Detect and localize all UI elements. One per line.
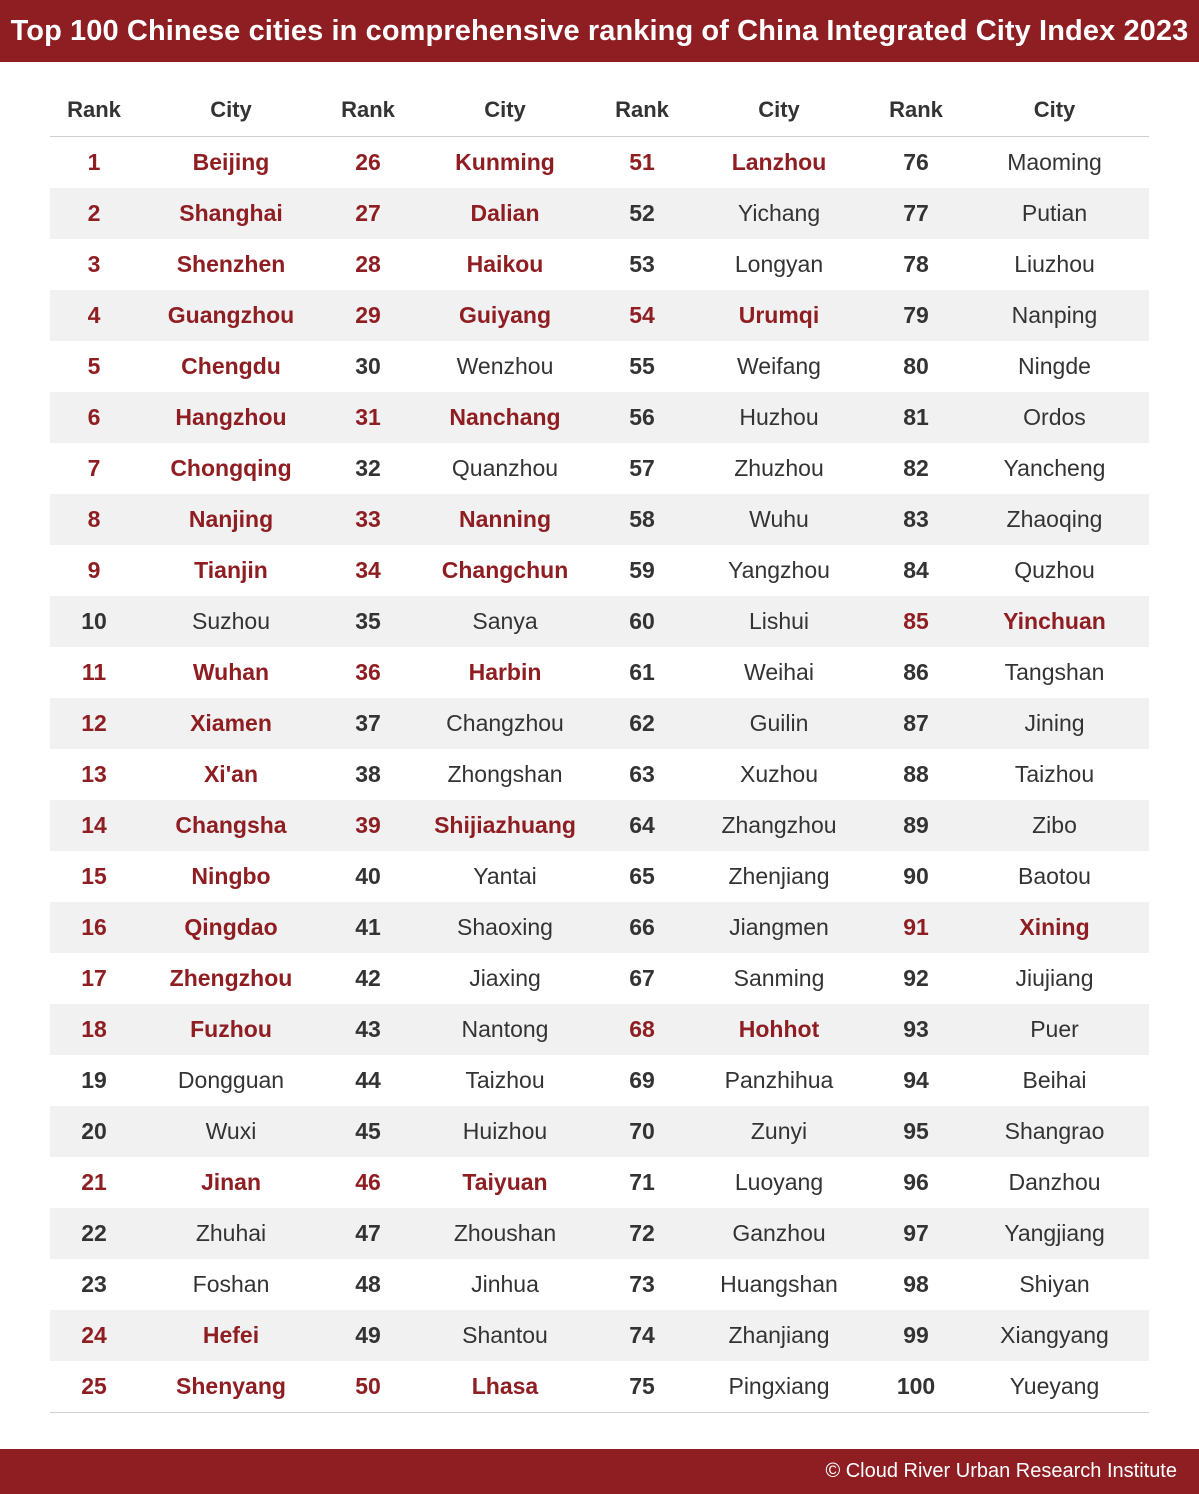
rank-cell: 66 (629, 914, 655, 940)
city-cell: Jining (1024, 710, 1085, 736)
rank-cell: 31 (355, 404, 381, 430)
rank-cell: 58 (629, 506, 655, 532)
page-title: Top 100 Chinese cities in comprehensive ranking of China Integrated City Index 2023 (0, 0, 1199, 62)
rank-cell: 53 (629, 251, 655, 277)
rank-cell: 74 (629, 1322, 655, 1348)
header-rank: Rank (341, 97, 395, 122)
rank-cell: 39 (355, 812, 381, 838)
city-cell: Jiujiang (1015, 965, 1094, 991)
city-cell: Liuzhou (1014, 251, 1095, 277)
city-cell: Wenzhou (456, 353, 554, 379)
rank-cell: 25 (81, 1373, 107, 1399)
rank-cell: 59 (629, 557, 655, 583)
city-cell: Zhaoqing (1006, 506, 1103, 532)
table-row (50, 596, 1149, 647)
rank-cell: 27 (355, 200, 381, 226)
city-cell: Shenzhen (176, 251, 286, 277)
city-cell: Danzhou (1008, 1169, 1101, 1195)
table-row (50, 1157, 1149, 1208)
city-cell: Maoming (1007, 149, 1102, 175)
city-cell: Jinan (200, 1169, 262, 1195)
city-cell: Zhangzhou (721, 812, 837, 838)
rank-cell: 65 (629, 863, 655, 889)
rank-cell: 84 (903, 557, 929, 583)
table-row (50, 137, 1149, 188)
rank-cell: 32 (355, 455, 381, 481)
city-cell: Jinhua (471, 1271, 539, 1297)
city-cell: Zibo (1032, 812, 1077, 838)
rank-cell: 21 (81, 1169, 107, 1195)
rank-cell: 44 (355, 1067, 381, 1093)
footer-credit: © Cloud River Urban Research Institute (0, 1449, 1199, 1494)
rank-cell: 8 (87, 506, 101, 532)
rank-cell: 95 (903, 1118, 929, 1144)
city-cell: Changsha (175, 812, 287, 838)
rank-cell: 45 (355, 1118, 381, 1144)
city-cell: Haikou (466, 251, 544, 277)
city-cell: Nanchang (449, 404, 561, 430)
city-cell: Zhuhai (195, 1220, 267, 1246)
rank-cell: 22 (81, 1220, 107, 1246)
rank-cell: 89 (903, 812, 929, 838)
rank-cell: 77 (903, 200, 929, 226)
ranking-table (50, 84, 1149, 1413)
rank-cell: 60 (629, 608, 655, 634)
city-cell: Beihai (1022, 1067, 1087, 1093)
city-cell: Ningde (1018, 353, 1091, 379)
header-city: City (758, 97, 800, 122)
rank-cell: 85 (903, 608, 929, 634)
city-cell: Qingdao (184, 914, 278, 940)
table-row (50, 341, 1149, 392)
city-cell: Ganzhou (732, 1220, 826, 1246)
city-cell: Hefei (202, 1322, 260, 1348)
city-cell: Wuxi (205, 1118, 257, 1144)
rank-cell: 16 (81, 914, 107, 940)
rank-cell: 54 (629, 302, 655, 328)
table-row (50, 290, 1149, 341)
city-cell: Urumqi (738, 302, 820, 328)
city-cell: Zhenjiang (728, 863, 830, 889)
city-cell: Shantou (462, 1322, 548, 1348)
city-cell: Putian (1021, 200, 1088, 226)
city-cell: Dongguan (177, 1067, 285, 1093)
city-cell: Shanghai (179, 200, 283, 226)
rank-cell: 3 (87, 251, 101, 277)
city-cell: Shaoxing (457, 914, 553, 940)
rank-cell: 98 (903, 1271, 929, 1297)
rank-cell: 71 (629, 1169, 655, 1195)
city-cell: Sanya (472, 608, 538, 634)
city-cell: Fuzhou (190, 1016, 272, 1042)
city-cell: Changzhou (446, 710, 564, 736)
header-city: City (210, 97, 252, 122)
city-cell: Yueyang (1009, 1373, 1100, 1399)
rank-cell: 51 (629, 149, 655, 175)
city-cell: Taizhou (465, 1067, 545, 1093)
rank-cell: 38 (355, 761, 381, 787)
city-cell: Shiyan (1019, 1271, 1090, 1297)
city-cell: Nanjing (188, 506, 274, 532)
rank-cell: 28 (355, 251, 381, 277)
city-cell: Pingxiang (728, 1373, 830, 1399)
city-cell: Foshan (192, 1271, 270, 1297)
rank-cell: 42 (355, 965, 381, 991)
table-body (50, 137, 1149, 1412)
table-row (50, 239, 1149, 290)
table-row (50, 1310, 1149, 1361)
table-row (50, 1004, 1149, 1055)
city-cell: Changchun (441, 557, 569, 583)
city-cell: Dalian (470, 200, 540, 226)
rank-cell: 15 (81, 863, 107, 889)
rank-cell: 87 (903, 710, 929, 736)
rank-cell: 91 (903, 914, 929, 940)
city-cell: Zhuzhou (734, 455, 824, 481)
city-cell: Chongqing (170, 455, 292, 481)
rank-cell: 29 (355, 302, 381, 328)
rank-cell: 88 (903, 761, 929, 787)
rank-cell: 97 (903, 1220, 929, 1246)
rank-cell: 61 (629, 659, 655, 685)
rank-cell: 10 (81, 608, 107, 634)
city-cell: Huangshan (720, 1271, 838, 1297)
city-cell: Beijing (192, 149, 270, 175)
city-cell: Xining (1019, 914, 1090, 940)
rank-cell: 24 (81, 1322, 107, 1348)
city-cell: Quzhou (1014, 557, 1095, 583)
rank-cell: 83 (903, 506, 929, 532)
rank-cell: 99 (903, 1322, 929, 1348)
table-row (50, 1259, 1149, 1310)
table-row (50, 392, 1149, 443)
rank-cell: 48 (355, 1271, 381, 1297)
rank-cell: 75 (629, 1373, 655, 1399)
city-cell: Nantong (461, 1016, 549, 1042)
rank-cell: 81 (903, 404, 929, 430)
rank-cell: 92 (903, 965, 929, 991)
city-cell: Guiyang (458, 302, 551, 328)
table-row (50, 953, 1149, 1004)
city-cell: Luoyang (734, 1169, 824, 1195)
city-cell: Zhengzhou (169, 965, 293, 991)
table-row (50, 545, 1149, 596)
rank-cell: 40 (355, 863, 381, 889)
city-cell: Xiangyang (1000, 1322, 1109, 1348)
table-row (50, 1106, 1149, 1157)
rank-cell: 13 (81, 761, 107, 787)
rank-cell: 33 (355, 506, 381, 532)
rank-cell: 57 (629, 455, 655, 481)
city-cell: Tianjin (194, 557, 268, 583)
table-row (50, 800, 1149, 851)
rank-cell: 46 (355, 1169, 381, 1195)
rank-cell: 30 (355, 353, 381, 379)
city-cell: Zhongshan (447, 761, 563, 787)
city-cell: Shijiazhuang (434, 812, 576, 838)
city-cell: Jiangmen (729, 914, 829, 940)
city-cell: Yangzhou (728, 557, 830, 583)
table-row (50, 698, 1149, 749)
rank-cell: 56 (629, 404, 655, 430)
table-row (50, 851, 1149, 902)
rank-cell: 93 (903, 1016, 929, 1042)
city-cell: Ordos (1023, 404, 1086, 430)
rank-cell: 62 (629, 710, 655, 736)
city-cell: Xi'an (203, 761, 259, 787)
rank-cell: 41 (355, 914, 381, 940)
rank-cell: 11 (81, 659, 107, 685)
city-cell: Yichang (737, 200, 821, 226)
table-row (50, 647, 1149, 698)
rank-cell: 90 (903, 863, 929, 889)
rank-cell: 34 (355, 557, 381, 583)
city-cell: Lishui (748, 608, 810, 634)
table-row (50, 494, 1149, 545)
city-cell: Shangrao (1004, 1118, 1105, 1144)
city-cell: Xuzhou (739, 761, 818, 787)
table-row (50, 902, 1149, 953)
city-cell: Quanzhou (451, 455, 559, 481)
rank-cell: 86 (903, 659, 929, 685)
rank-cell: 49 (355, 1322, 381, 1348)
city-cell: Sanming (733, 965, 825, 991)
table-header (50, 84, 1149, 137)
rank-cell: 4 (87, 302, 101, 328)
rank-cell: 72 (629, 1220, 655, 1246)
city-cell: Ningbo (191, 863, 271, 889)
city-cell: Yantai (473, 863, 537, 889)
city-cell: Nanning (459, 506, 551, 532)
city-cell: Shenyang (176, 1373, 286, 1399)
header-city: City (1033, 97, 1076, 122)
city-cell: Guangzhou (167, 302, 295, 328)
rank-cell: 79 (903, 302, 929, 328)
city-cell: Tangshan (1004, 659, 1105, 685)
city-cell: Yancheng (1003, 455, 1106, 481)
rank-cell: 6 (87, 404, 101, 430)
rank-cell: 76 (903, 149, 929, 175)
city-cell: Huizhou (462, 1118, 548, 1144)
city-cell: Longyan (734, 251, 824, 277)
rank-cell: 52 (629, 200, 655, 226)
rank-cell: 96 (903, 1169, 929, 1195)
city-cell: Huzhou (739, 404, 819, 430)
header-rank: Rank (889, 97, 943, 122)
table-row (50, 749, 1149, 800)
table-row (50, 443, 1149, 494)
city-cell: Suzhou (191, 608, 270, 634)
city-cell: Kunming (455, 149, 555, 175)
city-cell: Wuhu (749, 506, 809, 532)
city-cell: Baotou (1018, 863, 1091, 889)
rank-cell: 1 (87, 149, 101, 175)
rank-cell: 7 (87, 455, 101, 481)
rank-cell: 55 (629, 353, 655, 379)
rank-cell: 12 (81, 710, 107, 736)
rank-cell: 68 (629, 1016, 655, 1042)
city-cell: Taizhou (1014, 761, 1095, 787)
rank-cell: 69 (629, 1067, 655, 1093)
city-cell: Lhasa (471, 1373, 539, 1399)
rank-cell: 63 (629, 761, 655, 787)
rank-cell: 35 (355, 608, 381, 634)
city-cell: Jiaxing (469, 965, 541, 991)
rank-cell: 100 (896, 1373, 936, 1399)
city-cell: Zhanjiang (728, 1322, 830, 1348)
rank-cell: 43 (355, 1016, 381, 1042)
table-row (50, 1361, 1149, 1412)
rank-cell: 2 (87, 200, 101, 226)
rank-cell: 14 (81, 812, 107, 838)
rank-cell: 78 (903, 251, 929, 277)
city-cell: Lanzhou (731, 149, 827, 175)
rank-cell: 47 (355, 1220, 381, 1246)
rank-cell: 73 (629, 1271, 655, 1297)
table-row (50, 1208, 1149, 1259)
rank-cell: 82 (903, 455, 929, 481)
city-cell: Yinchuan (1003, 608, 1106, 634)
header-city: City (484, 97, 526, 122)
table-bottom-rule (50, 1412, 1149, 1413)
rank-cell: 20 (81, 1118, 107, 1144)
rank-cell: 17 (81, 965, 107, 991)
city-cell: Zhoushan (453, 1220, 557, 1246)
rank-cell: 9 (87, 557, 101, 583)
city-cell: Harbin (468, 659, 542, 685)
rank-cell: 50 (355, 1373, 381, 1399)
city-cell: Guilin (749, 710, 809, 736)
city-cell: Weihai (744, 659, 814, 685)
rank-cell: 94 (903, 1067, 929, 1093)
header-rank: Rank (67, 97, 121, 122)
rank-cell: 64 (629, 812, 655, 838)
city-cell: Puer (1030, 1016, 1079, 1042)
rank-cell: 36 (355, 659, 381, 685)
rank-cell: 26 (355, 149, 381, 175)
city-cell: Nanping (1011, 302, 1098, 328)
rank-cell: 80 (903, 353, 929, 379)
city-cell: Hangzhou (175, 404, 287, 430)
city-cell: Xiamen (190, 710, 272, 736)
rank-cell: 37 (355, 710, 381, 736)
header-rank: Rank (615, 97, 669, 122)
table-row (50, 1055, 1149, 1106)
rank-cell: 23 (81, 1271, 107, 1297)
rank-cell: 70 (629, 1118, 655, 1144)
city-cell: Chengdu (181, 353, 281, 379)
rank-cell: 5 (87, 353, 101, 379)
city-cell: Zunyi (750, 1118, 808, 1144)
city-cell: Taiyuan (462, 1169, 548, 1195)
rank-cell: 18 (81, 1016, 107, 1042)
rank-cell: 19 (81, 1067, 107, 1093)
rank-cell: 67 (629, 965, 655, 991)
city-cell: Hohhot (738, 1016, 820, 1042)
table-row (50, 188, 1149, 239)
city-cell: Yangjiang (1004, 1220, 1105, 1246)
city-cell: Wuhan (192, 659, 270, 685)
city-cell: Weifang (737, 353, 821, 379)
city-cell: Panzhihua (724, 1067, 834, 1093)
